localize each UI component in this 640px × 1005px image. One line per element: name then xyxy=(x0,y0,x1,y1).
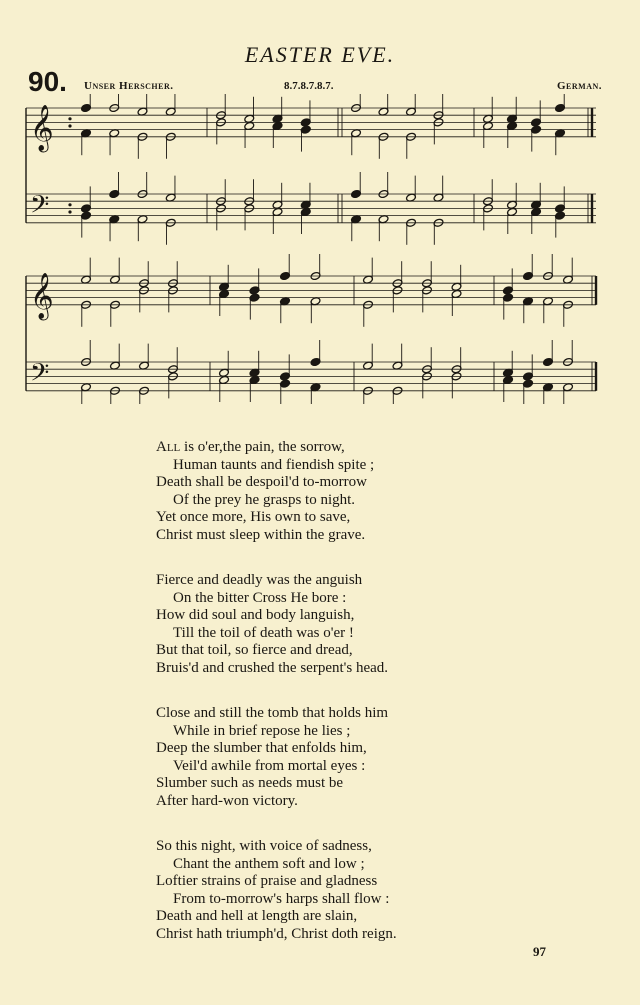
verse-line: Human taunts and fiendish spite ; xyxy=(173,456,375,473)
verse-line: Till the toil of death was o'er ! xyxy=(173,624,354,641)
hymn-number: 90. xyxy=(28,66,67,97)
verse-line: Slumber such as needs must be xyxy=(156,775,344,791)
stanza-4 xyxy=(156,838,576,943)
verse-line: Death shall be despoil'd to-morrow xyxy=(156,474,367,490)
verse-line: On the bitter Cross He bore : xyxy=(173,589,347,606)
stanza-1 xyxy=(156,439,576,544)
verse-line-rest: is o'er,the pain, the sorrow, xyxy=(180,439,345,455)
score-notation xyxy=(26,94,596,404)
treble-clef-icon: 𝄞 xyxy=(30,104,54,151)
repeat-dot xyxy=(68,117,71,120)
verse-line: Deep the slumber that enfolds him, xyxy=(156,740,367,756)
verse-line: After hard-won victory. xyxy=(156,792,298,809)
meter: 8.7.8.7.8.7. xyxy=(284,80,334,92)
verse-line xyxy=(156,439,576,457)
verse-line: How did soul and body languish, xyxy=(156,607,355,623)
verse-line: Death and hell at length are slain, xyxy=(156,908,358,924)
verse-line: Chant the anthem soft and low ; xyxy=(173,855,365,872)
stanza-2 xyxy=(156,572,576,677)
stanza-3 xyxy=(156,705,576,810)
verse-line: But that toil, so fierce and dread, xyxy=(156,642,353,658)
treble-clef-icon: 𝄞 xyxy=(30,272,54,319)
hymn-verses xyxy=(156,439,576,971)
repeat-dot xyxy=(68,203,71,206)
bass-clef-icon: 𝄢 xyxy=(30,190,50,226)
verse-line: Bruis'd and crushed the serpent's head. xyxy=(156,659,389,676)
verse-line: So this night, with voice of sadness, xyxy=(156,838,372,854)
verse-line: Christ hath triumph'd, Christ doth reign. xyxy=(156,925,397,942)
repeat-dot xyxy=(68,124,71,127)
tune-origin: German. xyxy=(556,80,602,92)
verse-line: While in brief repose he lies ; xyxy=(173,722,351,739)
verse-line: Fierce and deadly was the anguish xyxy=(156,572,363,588)
verse-line: Veil'd awhile from mortal eyes : xyxy=(173,757,366,774)
verse-line: From to-morrow's harps shall flow : xyxy=(173,890,390,907)
bass-clef-icon: 𝄢 xyxy=(30,358,50,394)
verse-line: Of the prey he grasps to night. xyxy=(173,491,356,508)
music-score xyxy=(24,94,604,404)
verse-initial-word: All xyxy=(156,439,181,455)
page-title: EASTER EVE. xyxy=(244,42,396,67)
page-number: 97 xyxy=(533,944,546,959)
verse-line: Loftier strains of praise and gladness xyxy=(156,873,378,889)
verse-line: Christ must sleep within the grave. xyxy=(156,526,366,543)
verse-line: Yet once more, His own to save, xyxy=(156,509,351,525)
repeat-dot xyxy=(68,210,71,213)
verse-line: Close and still the tomb that holds him xyxy=(156,705,389,721)
tune-name: Unser Herscher. xyxy=(84,80,174,92)
